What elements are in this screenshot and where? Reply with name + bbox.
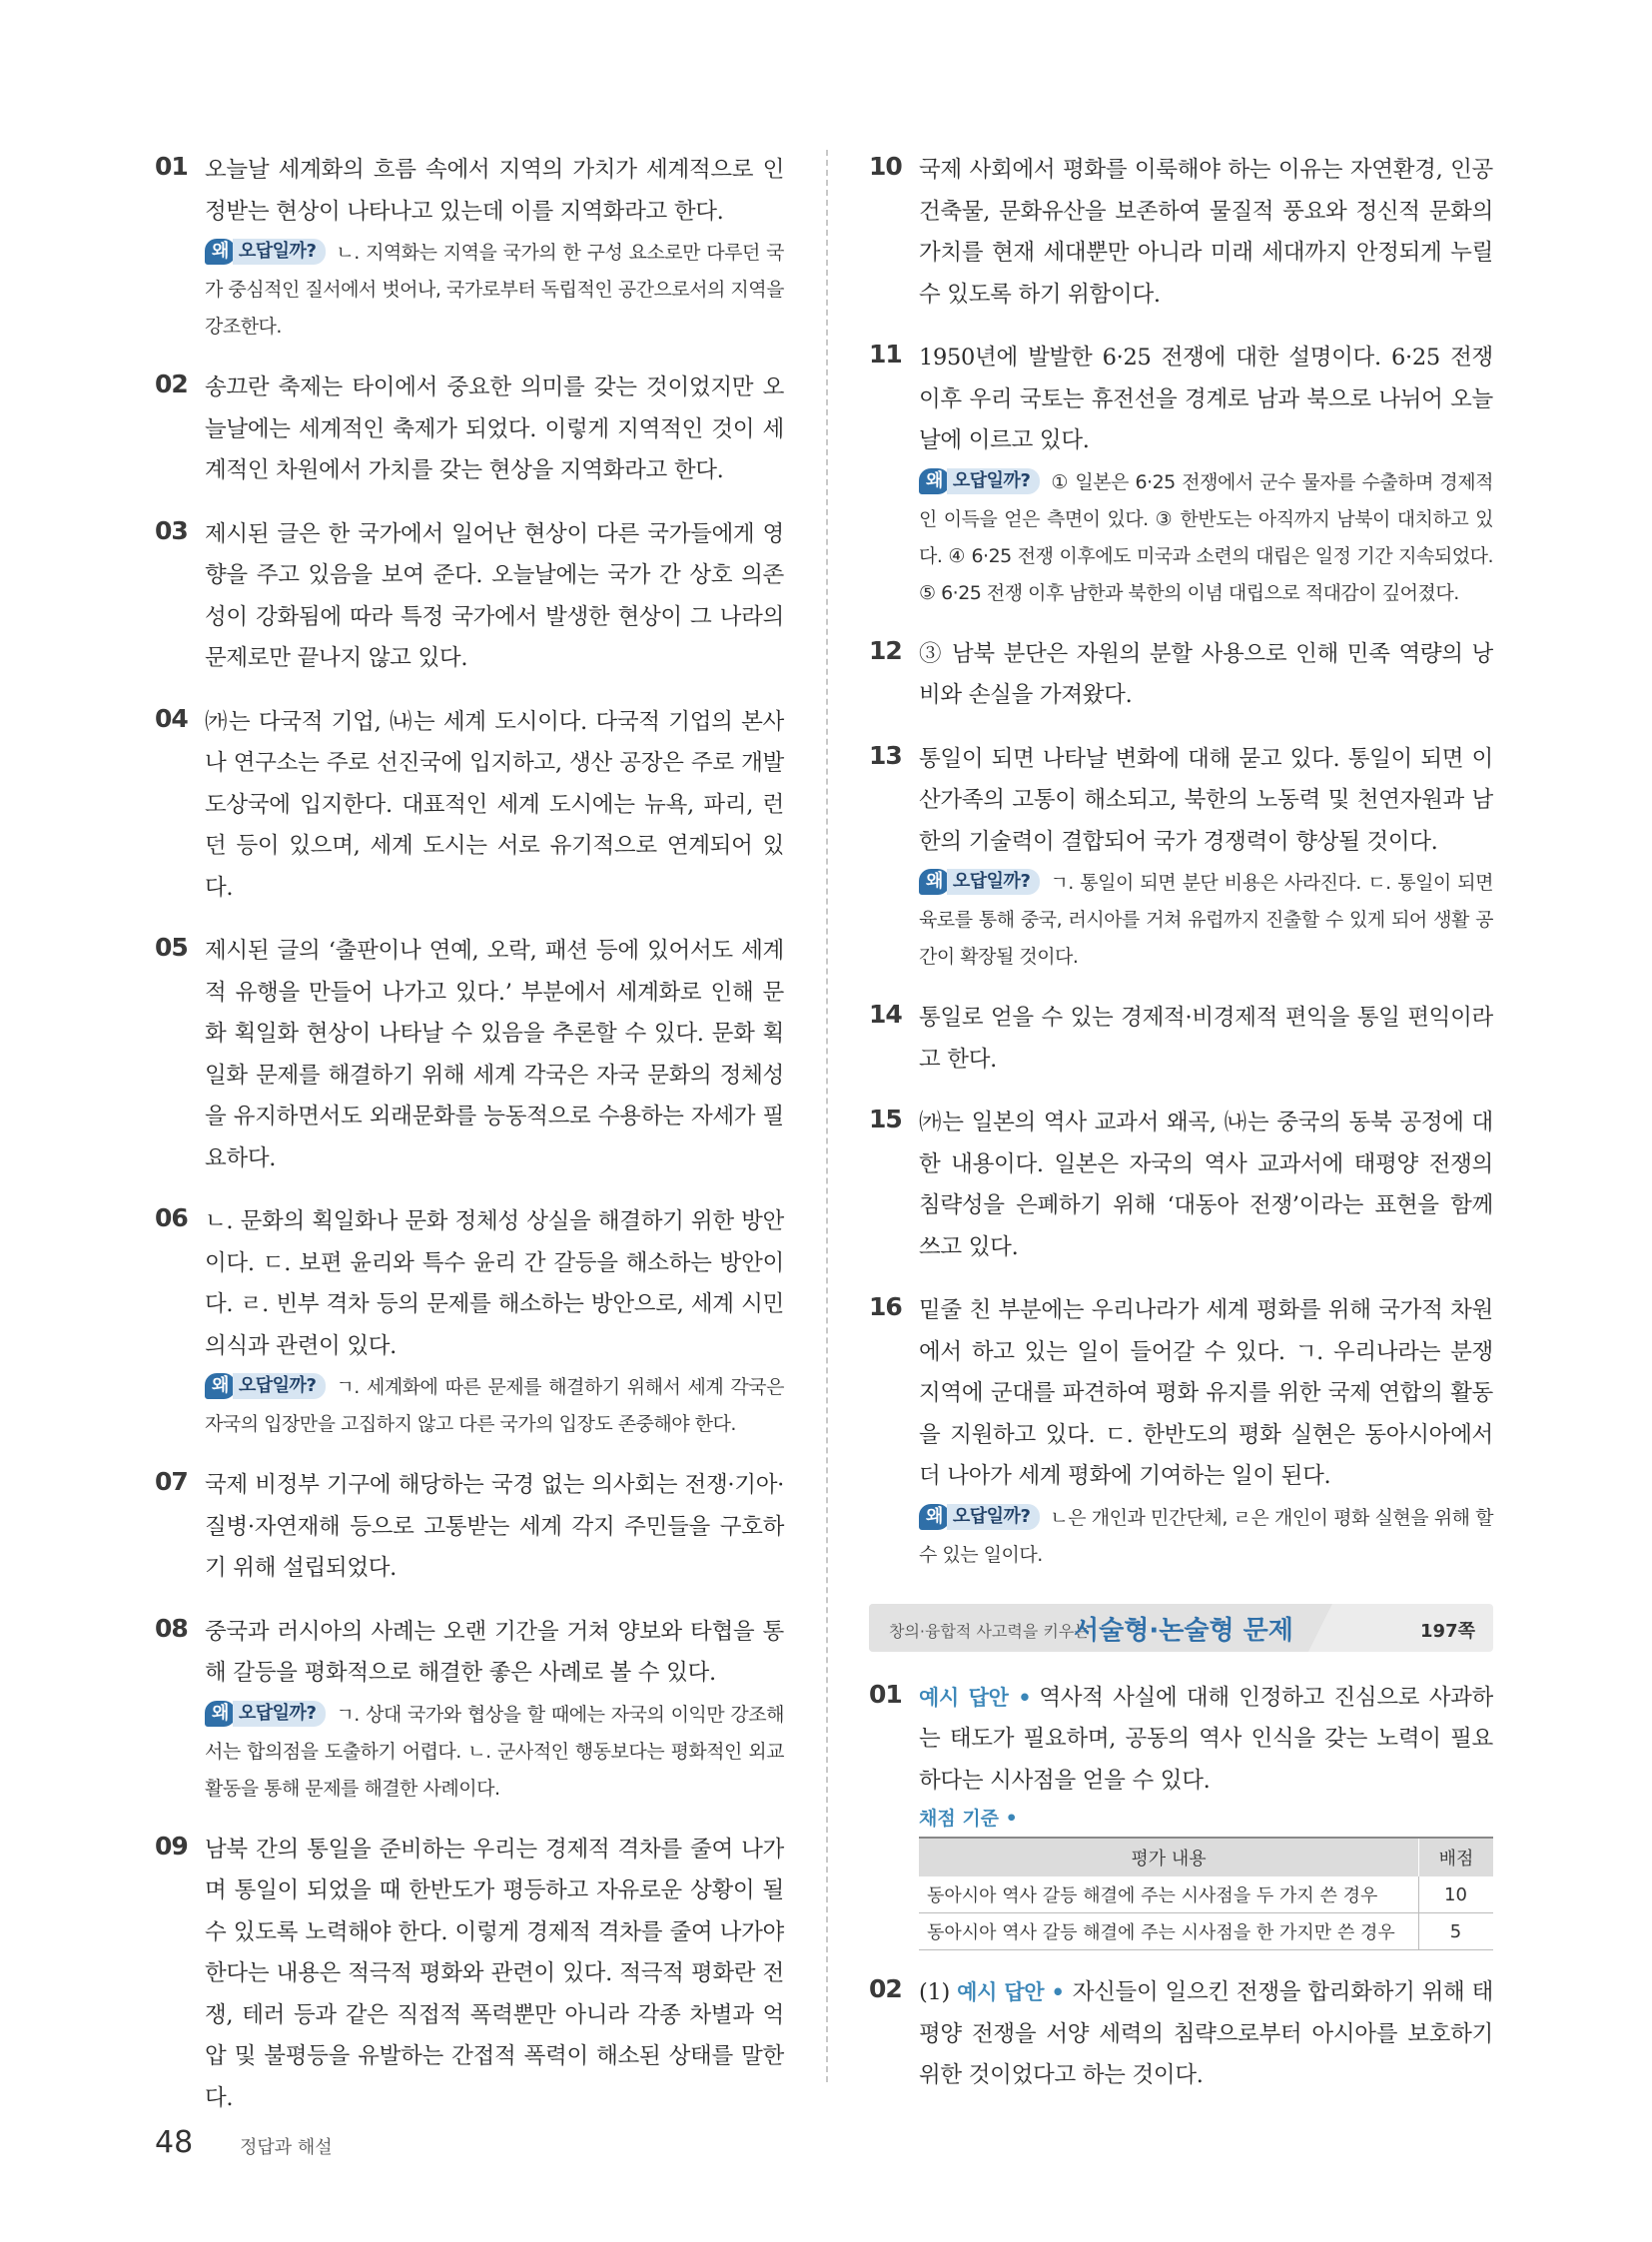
- page-footer-label: 정답과 해설: [240, 2137, 333, 2158]
- wrong-answer-text: ① 일본은 6·25 전쟁에서 군수 물자를 수출하며 경제적인 이득을 얻은 측면이 있다. ③ 한반도는 아직까지 남북이 대치하고 있다. ④ 6·25 전쟁 이후에도 미국과 소련의 대립은 일정 기간 지속되었다. ⑤ 6·25 전쟁 이후 남한과 북한의 이념 대립으로 적대감이 깊어졌다.: [919, 470, 1493, 604]
- why-icon: 왜: [205, 1701, 236, 1727]
- wrong-answer-text: ㄴ. 지역화는 지역을 국가의 한 구성 요소로만 다루던 국가 중심적인 질서에서 벗어나, 국가로부터 독립적인 공간으로서의 지역을 강조한다.: [205, 242, 784, 338]
- why-wrong-label: 오답일까?: [233, 239, 327, 265]
- scoring-cell-content: 동아시아 역사 갈등 해결에 주는 시사점을 한 가지만 쓴 경우: [919, 1913, 1419, 1950]
- example-answer-label: 예시 답안 •: [957, 1980, 1065, 2004]
- scoring-table: [919, 1837, 1493, 1950]
- essay-answer-text: 역사적 사실에 대해 인정하고 진심으로 사과하는 태도가 필요하며, 공동의 역사 인식을 갖는 노력이 필요하다는 시사점을 얻을 수 있다.: [919, 1684, 1493, 1794]
- answer-number: 10: [869, 152, 902, 181]
- answer-item: [155, 1465, 784, 1590]
- answer-text: 제시된 글의 ‘출판이나 연예, 오락, 패션 등에 있어서도 세계적 유행을 만들어 나가고 있다.’ 부분에서 세계화로 인해 문화 획일화 현상이 나타날 수 있음을 추론할 수 있다. 문화 획일화 문제를 해결하기 위해 세계 각국은 자국 문화의 정체성을 유지하면서도 외래문화를 능동적으로 수용하는 자세가 필요하다.: [205, 938, 784, 1171]
- wrong-answer-text: ㄱ. 상대 국가와 협상을 할 때에는 자국의 이익만 강조해서는 합의점을 도출하기 어렵다. ㄴ. 군사적인 행동보다는 평화적인 외교 활동을 통해 문제를 해결한 사례이다.: [205, 1703, 784, 1800]
- answer-text: 통일로 얻을 수 있는 경제적·비경제적 편익을 통일 편익이라고 한다.: [919, 1005, 1493, 1073]
- answer-item: [869, 998, 1493, 1081]
- why-wrong-label: 오답일까?: [947, 1504, 1041, 1530]
- column-divider: [826, 150, 828, 2082]
- table-row: [919, 1876, 1493, 1913]
- answer-text: 밑줄 친 부분에는 우리나라가 세계 평화를 위해 국가적 차원에서 하고 있는 일이 들어갈 수 있다. ㄱ. 우리나라는 분쟁 지역에 군대를 파견하여 평화 유지를 위한 국제 연합의 활동을 지원하고 있다. ㄷ. 한반도의 평화 실현은 동아시아에서 더 나아가 세계 평화에 기여하는 일이 된다.: [919, 1297, 1493, 1489]
- right-answer-list: [869, 150, 1493, 1574]
- answer-text: 오늘날 세계화의 흐름 속에서 지역의 가치가 세계적으로 인정받는 현상이 나타나고 있는데 이를 지역화라고 한다.: [205, 157, 784, 225]
- wrong-answer-text: ㄱ. 통일이 되면 분단 비용은 사라진다. ㄷ. 통일이 되면 육로를 통해 중국, 러시아를 거쳐 유럽까지 진출할 수 있게 되어 생활 공간이 확장될 것이다.: [919, 872, 1493, 968]
- essay-section-header: [869, 1604, 1493, 1652]
- answer-item: [155, 1830, 784, 2120]
- answer-item: [869, 150, 1493, 316]
- why-wrong-badge: [205, 1367, 326, 1404]
- essay-item-01: [869, 1678, 1493, 1951]
- scoring-cell-points: 5: [1419, 1913, 1494, 1950]
- answer-number: 08: [155, 1613, 188, 1643]
- answer-item: [155, 1612, 784, 1808]
- why-wrong-label: 오답일까?: [947, 468, 1041, 494]
- answer-item: [869, 634, 1493, 717]
- answer-number: 06: [155, 1203, 188, 1232]
- scoring-cell-content: 동아시아 역사 갈등 해결에 주는 시사점을 두 가지 쓴 경우: [919, 1876, 1419, 1913]
- why-icon: 왜: [919, 869, 950, 895]
- table-row: [919, 1913, 1493, 1950]
- right-column: [869, 150, 1493, 2119]
- wrong-answer-note: [919, 865, 1493, 976]
- answer-text: 통일이 되면 나타날 변화에 대해 묻고 있다. 통일이 되면 이산가족의 고통이 해소되고, 북한의 노동력 및 천연자원과 남한의 기술력이 결합되어 국가 경쟁력이 향상될 것이다.: [919, 745, 1493, 855]
- example-answer-label: 예시 답안 •: [919, 1685, 1032, 1710]
- answer-number: 14: [869, 1000, 902, 1029]
- answer-item: [869, 338, 1493, 612]
- answer-item: [869, 1290, 1493, 1574]
- criteria-label: 채점 기준 •: [919, 1808, 1018, 1830]
- answer-text: 중국과 러시아의 사례는 오랜 기간을 거쳐 양보와 타협을 통해 갈등을 평화적으로 해결한 좋은 사례로 볼 수 있다.: [205, 1618, 784, 1686]
- answer-text: ③ 남북 분단은 자원의 분할 사용으로 인해 민족 역량의 낭비와 손실을 가져왔다.: [919, 640, 1493, 708]
- essay-number: 01: [869, 1679, 902, 1709]
- wrong-answer-text: ㄴ은 개인과 민간단체, ㄹ은 개인이 평화 실현을 위해 할 수 있는 일이다.: [919, 1506, 1493, 1566]
- why-wrong-label: 오답일까?: [233, 1701, 327, 1727]
- answer-text: ㄴ. 문화의 획일화나 문화 정체성 상실을 해결하기 위한 방안이다. ㄷ. 보편 윤리와 특수 윤리 간 갈등을 해소하는 방안이다. ㄹ. 빈부 격차 등의 문제를 해소하는 방안으로, 세계 시민 의식과 관련이 있다.: [205, 1208, 784, 1359]
- why-wrong-badge: [919, 462, 1040, 499]
- answer-text: 제시된 글은 한 국가에서 일어난 현상이 다른 국가들에게 영향을 주고 있음을 보여 준다. 오늘날에는 국가 간 상호 의존성이 강화됨에 따라 특정 국가에서 발생한 현상이 그 나라의 문제로만 끝나지 않고 있다.: [205, 520, 784, 671]
- scoring-header-points: 배점: [1419, 1838, 1494, 1876]
- answer-number: 16: [869, 1292, 902, 1321]
- answer-item: [869, 739, 1493, 977]
- essay-answer: [919, 1972, 1493, 2097]
- answer-item: [155, 931, 784, 1179]
- answer-text: ㈎는 다국적 기업, ㈏는 세계 도시이다. 다국적 기업의 본사나 연구소는 주로 선진국에 입지하고, 생산 공장은 주로 개발 도상국에 입지한다. 대표적인 세계 도시에는 뉴욕, 파리, 런던 등이 있으며, 세계 도시는 서로 유기적으로 연계되어 있다.: [205, 708, 784, 901]
- answer-text: 송끄란 축제는 타이에서 중요한 의미를 갖는 것이었지만 오늘날에는 세계적인 축제가 되었다. 이렇게 지역적인 것이 세계적인 차원에서 가치를 갖는 현상을 지역화라고 한다.: [205, 374, 784, 483]
- answer-number: 02: [155, 370, 188, 398]
- answer-item: [155, 150, 784, 346]
- answer-text: 국제 사회에서 평화를 이룩해야 하는 이유는 자연환경, 인공 건축물, 문화유산을 보존하여 물질적 풍요와 정신적 문화의 가치를 현재 세대뿐만 아니라 미래 세대까지 안정되게 누릴 수 있도록 하기 위함이다.: [919, 157, 1493, 308]
- why-wrong-label: 오답일까?: [233, 1373, 327, 1399]
- section-page-ref: 197쪽: [1420, 1620, 1475, 1642]
- wrong-answer-note: [205, 235, 784, 346]
- answer-number: 07: [155, 1467, 188, 1496]
- answer-text: 국제 비정부 기구에 해당하는 국경 없는 의사회는 전쟁·기아·질병·자연재해 등으로 고통받는 세계 각지 주민들을 구호하기 위해 설립되었다.: [205, 1472, 784, 1581]
- answer-item: [155, 514, 784, 680]
- answer-number: 03: [155, 515, 188, 545]
- why-icon: 왜: [919, 1504, 950, 1530]
- answer-number: 09: [155, 1831, 188, 1861]
- answer-text: ㈎는 일본의 역사 교과서 왜곡, ㈏는 중국의 동북 공정에 대한 내용이다. 일본은 자국의 역사 교과서에 태평양 전쟁의 침략성을 은폐하기 위해 ‘대동아 전쟁’이라는 표현을 함께 쓰고 있다.: [919, 1110, 1493, 1260]
- answer-number: 04: [155, 703, 188, 733]
- why-wrong-badge: [919, 1498, 1040, 1535]
- why-wrong-label: 오답일까?: [947, 869, 1041, 895]
- answer-text: 남북 간의 통일을 준비하는 우리는 경제적 격차를 줄여 나가며 통일이 되었을 때 한반도가 평등하고 자유로운 상황이 될 수 있도록 노력해야 한다. 이렇게 경제적 격차를 줄여 나가야 한다는 내용은 적극적 평화와 관련이 있다. 적극적 평화란 전쟁, 테러 등과 같은 직접적 폭력뿐만 아니라 각종 차별과 억압 및 불평등을 유발하는 간접적 폭력이 해소된 상태를 말한다.: [205, 1836, 784, 2111]
- answer-number: 15: [869, 1105, 902, 1133]
- wrong-answer-note: [919, 1500, 1493, 1574]
- answer-text: 1950년에 발발한 6·25 전쟁에 대한 설명이다. 6·25 전쟁 이후 우리 국토는 휴전선을 경계로 남과 북으로 나뉘어 오늘날에 이르고 있다.: [919, 345, 1493, 453]
- answer-item: [155, 702, 784, 910]
- section-subtitle: 창의·융합적 사고력을 키우는: [889, 1621, 1090, 1641]
- answer-number: 01: [155, 152, 188, 181]
- scoring-header-content: 평가 내용: [919, 1838, 1419, 1876]
- answer-number: 11: [869, 340, 902, 369]
- answer-item: [155, 368, 784, 492]
- why-icon: 왜: [919, 468, 950, 494]
- essay-answer-text: 자신들이 일으킨 전쟁을 합리화하기 위해 태평양 전쟁을 서양 세력의 침략으로부터 아시아를 보호하기 위한 것이었다고 하는 것이다.: [919, 1979, 1494, 2088]
- why-icon: 왜: [205, 239, 236, 265]
- wrong-answer-note: [919, 464, 1493, 612]
- wrong-answer-note: [205, 1697, 784, 1808]
- page-number: 48: [155, 2125, 194, 2160]
- answer-item: [869, 1103, 1493, 1268]
- section-title: 서술형·논술형 문제: [1074, 1615, 1293, 1646]
- sub-question-marker: (1): [919, 1979, 950, 2005]
- left-column: [155, 150, 784, 2141]
- answer-number: 05: [155, 933, 188, 962]
- essay-answer: [919, 1678, 1493, 1803]
- wrong-answer-text: ㄱ. 세계화에 따른 문제를 해결하기 위해서 세계 각국은 자국의 입장만을 고집하지 않고 다른 국가의 입장도 존중해야 한다.: [205, 1376, 784, 1435]
- answer-number: 13: [869, 740, 902, 770]
- why-wrong-badge: [205, 233, 326, 270]
- scoring-header-row: [919, 1838, 1493, 1876]
- wrong-answer-note: [205, 1369, 784, 1443]
- answer-item: [155, 1201, 784, 1443]
- why-wrong-badge: [205, 1695, 326, 1732]
- essay-number: 02: [869, 1974, 902, 2003]
- answer-number: 12: [869, 635, 902, 665]
- why-wrong-badge: [919, 863, 1040, 900]
- why-icon: 왜: [205, 1373, 236, 1399]
- scoring-cell-points: 10: [1419, 1876, 1494, 1913]
- essay-item-02: [869, 1972, 1493, 2097]
